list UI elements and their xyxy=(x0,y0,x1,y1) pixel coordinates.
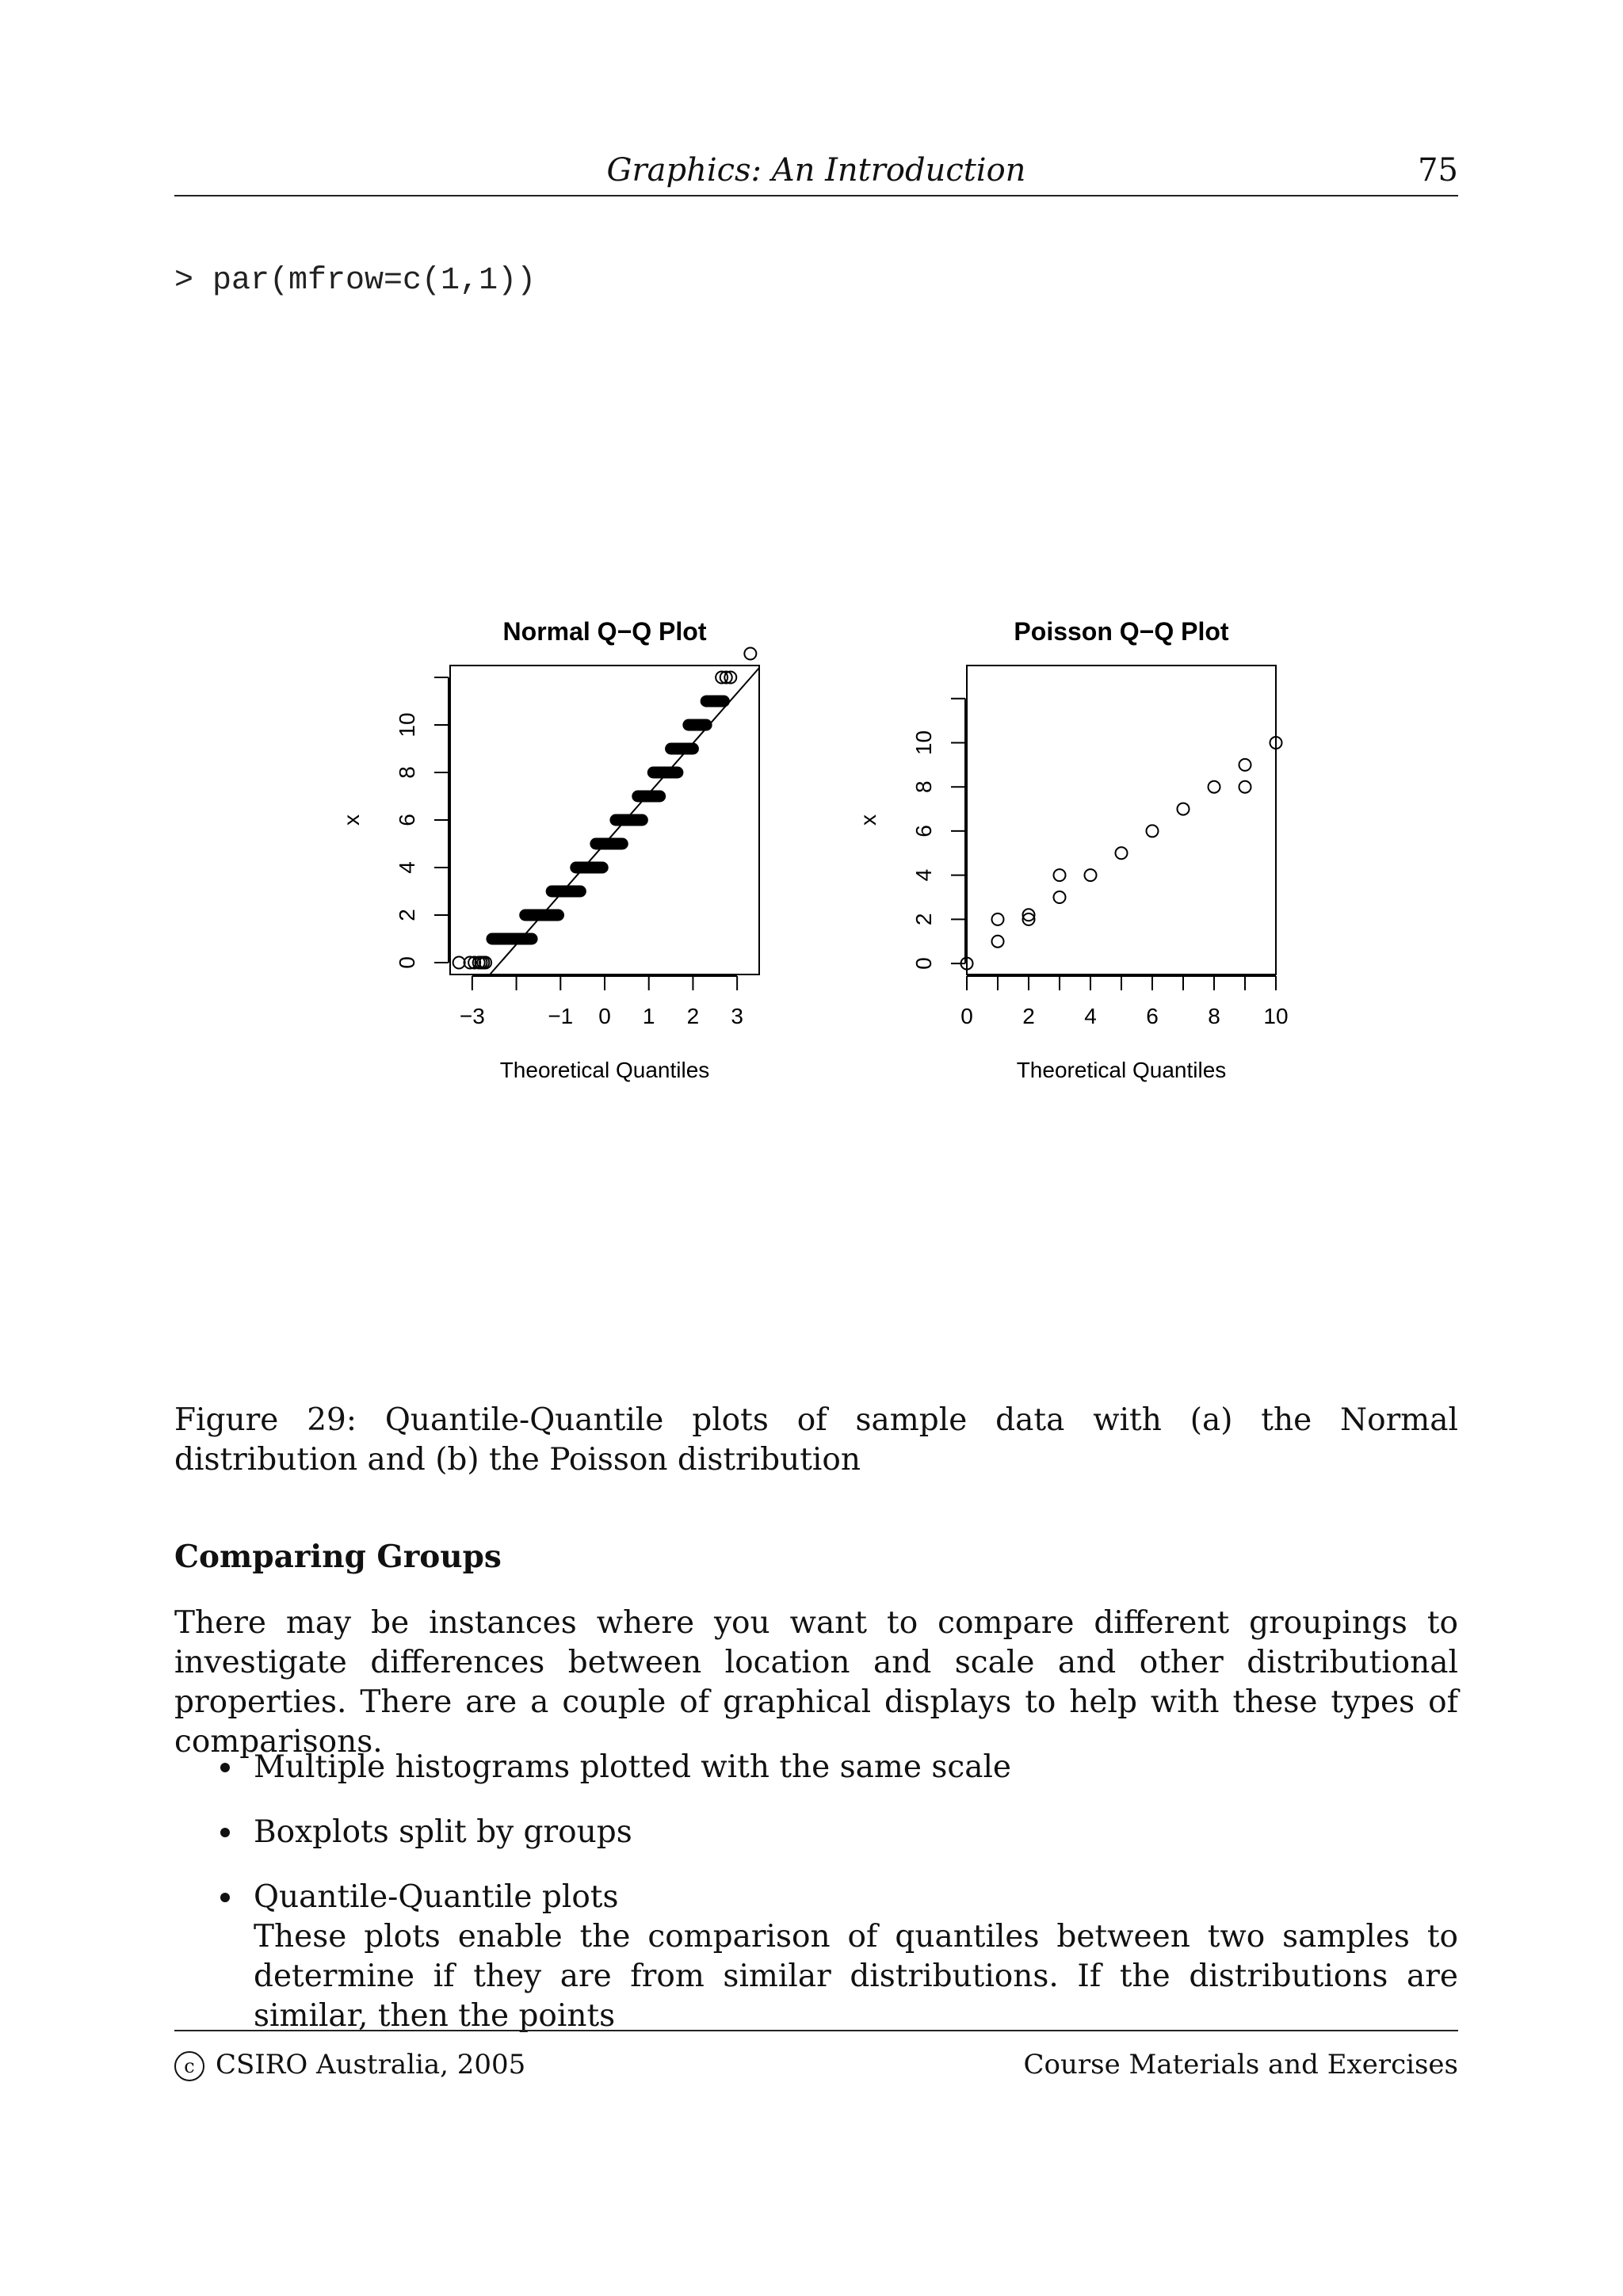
data-point xyxy=(1239,781,1251,793)
data-point xyxy=(1085,869,1097,881)
list-item xyxy=(214,1878,1458,2036)
y-tick-label: 10 xyxy=(911,730,936,756)
normal-qq-frame xyxy=(450,666,759,974)
copyright-icon: c xyxy=(174,2051,204,2081)
list-item-text: Quantile-Quantile plots xyxy=(254,1879,619,1915)
x-tick-label: 0 xyxy=(598,1004,611,1028)
normal-qq-panel xyxy=(339,617,759,1082)
y-tick-label: 4 xyxy=(395,861,419,874)
section-heading: Comparing Groups xyxy=(174,1539,502,1575)
body-paragraph: There may be instances where you want to compare different groupings to investigate differences between location and scale and other distributional properties. There are a couple of graphical displays to help with these types of comparisons. xyxy=(174,1605,1458,1760)
r-code-line: > par(mfrow=c(1,1)) xyxy=(174,263,537,299)
poisson-qq-xlabel: Theoretical Quantiles xyxy=(1016,1058,1227,1082)
y-tick-label: 8 xyxy=(911,780,936,794)
x-tick-label: 10 xyxy=(1263,1004,1289,1028)
data-point xyxy=(1209,781,1220,793)
list-item-text: Multiple histograms plotted with the same scale xyxy=(254,1749,1011,1785)
y-tick-label: 2 xyxy=(395,909,419,921)
y-tick-label: 0 xyxy=(395,956,419,969)
bullet-icon xyxy=(220,1763,230,1772)
normal-qq-xlabel: Theoretical Quantiles xyxy=(499,1058,710,1082)
poisson-qq-title: Poisson Q−Q Plot xyxy=(1014,617,1229,646)
x-tick-label: 2 xyxy=(1022,1004,1035,1028)
poisson-qq-panel xyxy=(856,617,1289,1082)
running-title: Graphics: An Introduction xyxy=(606,152,1026,189)
x-tick-label: 6 xyxy=(1146,1004,1159,1028)
footer-left-text: CSIRO Australia, 2005 xyxy=(216,2049,526,2081)
x-tick-label: −1 xyxy=(548,1004,574,1028)
data-point xyxy=(1116,847,1128,859)
x-tick-label: 2 xyxy=(686,1004,700,1028)
data-point xyxy=(992,936,1004,948)
comparison-list xyxy=(214,1748,1458,2061)
x-tick-label: 1 xyxy=(642,1004,655,1028)
list-item xyxy=(214,1748,1458,1787)
poisson-qq-ylabel: x xyxy=(856,814,880,826)
data-point xyxy=(453,957,465,969)
list-item-text: Boxplots split by groups xyxy=(254,1814,632,1850)
x-tick-label: 8 xyxy=(1208,1004,1220,1028)
data-point xyxy=(1239,759,1251,771)
figure-caption: Figure 29: Quantile-Quantile plots of sample data with (a) the Normal distribution and (b) the Poisson distribution xyxy=(174,1402,1458,1478)
data-point xyxy=(992,913,1004,925)
x-tick-label: 3 xyxy=(731,1004,743,1028)
y-tick-label: 2 xyxy=(911,913,936,926)
list-item xyxy=(214,1813,1458,1852)
footer-copyright xyxy=(174,2049,525,2081)
poisson-qq-frame xyxy=(967,666,1276,974)
qq-plots-figure xyxy=(0,602,1623,1109)
x-tick-label: 4 xyxy=(1084,1004,1097,1028)
y-tick-label: 4 xyxy=(911,868,936,882)
x-tick-label: −3 xyxy=(459,1004,485,1028)
page-number: 75 xyxy=(1418,152,1458,189)
y-tick-label: 10 xyxy=(395,712,419,738)
data-point xyxy=(1178,803,1190,815)
bullet-icon xyxy=(220,1893,230,1902)
footer-right-text: Course Materials and Exercises xyxy=(1023,2049,1458,2081)
y-tick-label: 0 xyxy=(911,957,936,970)
x-tick-label: 0 xyxy=(960,1004,973,1028)
data-point xyxy=(744,648,756,660)
data-point xyxy=(1054,891,1066,903)
bullet-icon xyxy=(220,1828,230,1837)
normal-qq-ylabel: x xyxy=(339,814,364,826)
data-point xyxy=(1147,825,1159,837)
page-header xyxy=(174,151,1458,196)
y-tick-label: 6 xyxy=(395,814,419,826)
y-tick-label: 8 xyxy=(395,766,419,779)
list-item-detail: These plots enable the comparison of quantiles between two samples to determine if they are from similar distributions. If the distributions are similar, then the points xyxy=(254,1919,1458,2034)
normal-qq-title: Normal Q−Q Plot xyxy=(502,617,707,646)
y-tick-label: 6 xyxy=(911,825,936,837)
data-point xyxy=(1054,869,1066,881)
page-footer xyxy=(174,2030,1458,2087)
